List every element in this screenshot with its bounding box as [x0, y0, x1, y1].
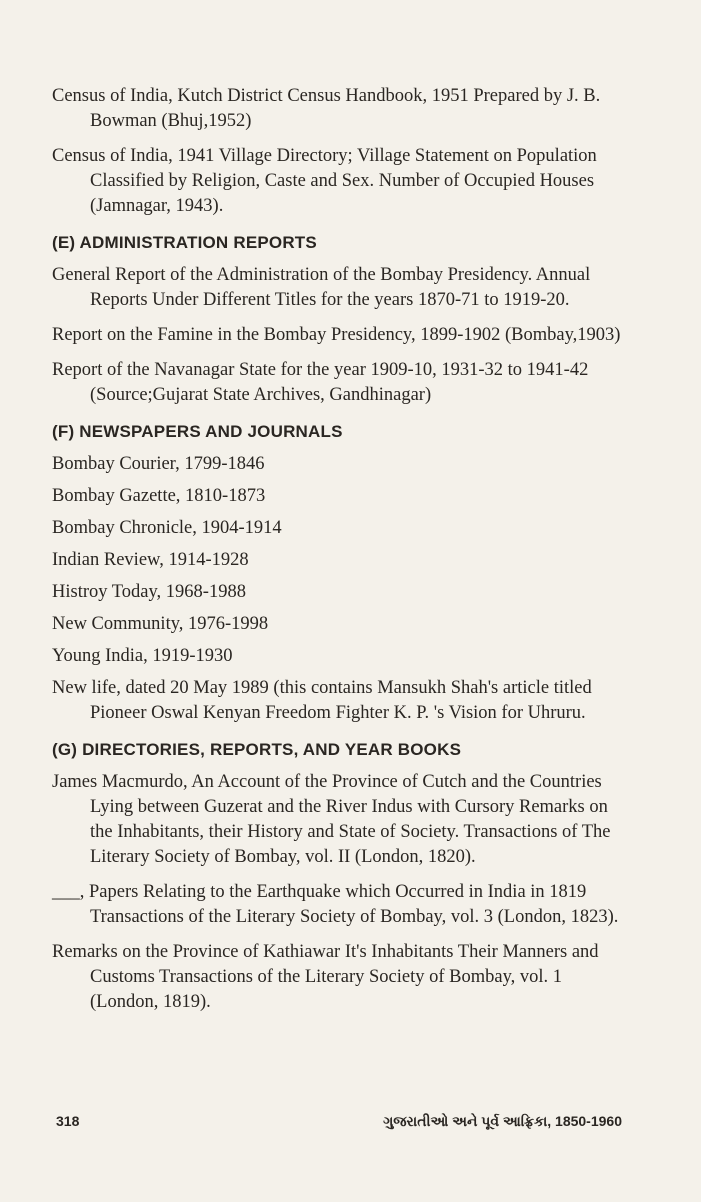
bibliography-entry: Bombay Gazette, 1810-1873: [52, 486, 266, 506]
section-heading-administration-reports: (E) ADMINISTRATION REPORTS: [52, 233, 317, 252]
bibliography-entry: Census of India, 1941 Village Directory; Village Statement on Population Classified by Religion, Caste and Sex. Number of Occupied Houses (Jamnagar, 1943).: [52, 146, 597, 216]
bibliography-entry: Young India, 1919-1930: [52, 646, 233, 666]
bibliography-entry: General Report of the Administration of the Bombay Presidency. Annual Reports Under Different Titles for the years 1870-71 to 1919-20.: [52, 265, 591, 310]
bibliography-entry: Report of the Navanagar State for the year 1909-10, 1931-32 to 1941-42 (Source;Gujarat State Archives, Gandhinagar): [52, 360, 589, 405]
bibliography-entry: Remarks on the Province of Kathiawar It's Inhabitants Their Manners and Customs Transactions of the Literary Society of Bombay, vol. 1 (London, 1819).: [52, 942, 599, 1012]
bibliography-entry: Bombay Chronicle, 1904-1914: [52, 518, 282, 538]
bibliography-entry: Indian Review, 1914-1928: [52, 550, 249, 570]
section-heading-directories-reports: (G) DIRECTORIES, REPORTS, AND YEAR BOOKS: [52, 740, 462, 759]
bibliography-page: [52, 84, 632, 1025]
page-footer: [56, 1113, 622, 1130]
bibliography-entry: New Community, 1976-1998: [52, 614, 269, 634]
running-title: ગુજરાતીઓ અને પૂર્વ આફ્રિકા, 1850-1960: [383, 1113, 622, 1129]
bibliography-entry: Report on the Famine in the Bombay Presidency, 1899-1902 (Bombay,1903): [52, 325, 621, 345]
bibliography-entry: New life, dated 20 May 1989 (this contains Mansukh Shah's article titled Pioneer Oswal Kenyan Freedom Fighter K. P. 's Vision for Uhruru.: [52, 678, 592, 723]
bibliography-entry: Histroy Today, 1968-1988: [52, 582, 246, 602]
bibliography-entry: ___, Papers Relating to the Earthquake which Occurred in India in 1819 Transactions of the Literary Society of Bombay, vol. 3 (London, 1823).: [52, 882, 619, 927]
bibliography-entry: Census of India, Kutch District Census Handbook, 1951 Prepared by J. B. Bowman (Bhuj,1952): [52, 86, 601, 131]
bibliography-entry: James Macmurdo, An Account of the Province of Cutch and the Countries Lying between Guzerat and the River Indus with Cursory Remarks on the Inhabitants, their History and State of Society. Transactions of The Literary Society of Bombay, vol. II (London, 1820).: [52, 772, 611, 867]
bibliography-entry: Bombay Courier, 1799-1846: [52, 454, 265, 474]
page-number: 318: [56, 1113, 80, 1129]
section-heading-newspapers-journals: (F) NEWSPAPERS AND JOURNALS: [52, 422, 343, 441]
